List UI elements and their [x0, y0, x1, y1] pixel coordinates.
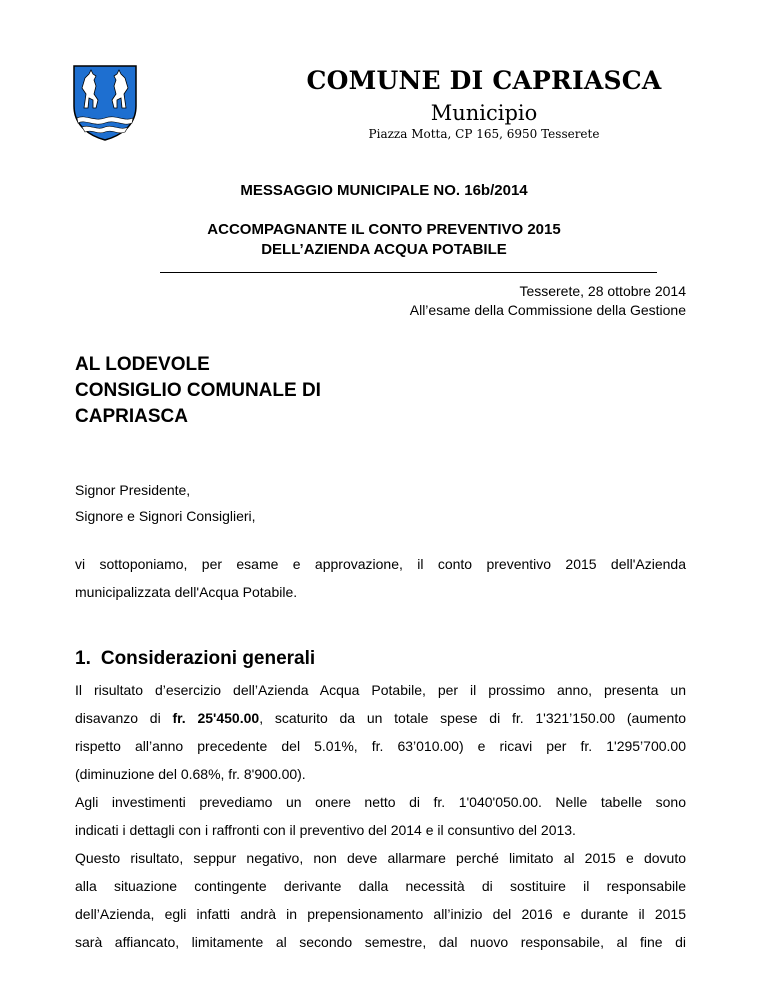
municipality-title: COMUNE DI CAPRIASCA — [306, 66, 662, 95]
municipality-address: Piazza Motta, CP 165, 6950 Tesserete — [368, 127, 600, 141]
message-subject-line2: DELL’AZIENDA ACQUA POTABILE — [261, 241, 507, 258]
text-line: indicati i dettagli con i raffronti con il preventivo del 2014 e il consuntivo del 2013. — [75, 822, 576, 838]
deficit-amount: fr. 25'450.00 — [172, 710, 260, 726]
text-line: municipalizzata dell'Acqua Potabile. — [75, 584, 298, 600]
salutation-line: Signore e Signori Consiglieri, — [75, 508, 256, 524]
text-line: Questo risultato, seppur negativo, non deve allarmare perché limitato al 2015 e dovuto — [75, 850, 686, 866]
municipality-subtitle: Municipio — [430, 101, 538, 125]
message-number: MESSAGGIO MUNICIPALE NO. 16b/2014 — [240, 182, 528, 199]
text-line: vi sottoponiamo, per esame e approvazione, il conto preventivo 2015 dell'Azienda — [75, 556, 686, 572]
intro-paragraph — [75, 550, 686, 606]
text-line: Agli investimenti prevediamo un onere netto di fr. 1'040'050.00. Nelle tabelle sono — [75, 794, 686, 810]
addressee-block — [75, 352, 321, 430]
addressee-line: AL LODEVOLE — [75, 354, 210, 375]
text-fragment: , scaturito da un totale spese di fr. 1'321’150.00 (aumento — [259, 710, 687, 726]
text-fragment: disavanzo di — [75, 710, 173, 726]
date-line: Tesserete, 28 ottobre 2014 — [519, 283, 686, 299]
message-subject-line1: ACCOMPAGNANTE IL CONTO PREVENTIVO 2015 — [207, 221, 561, 238]
salutation-line: Signor Presidente, — [75, 482, 191, 498]
text-line: Il risultato d’esercizio dell’Azienda Acqua Potabile, per il prossimo anno, presenta un — [75, 682, 686, 698]
text-line: dell’Azienda, egli infatti andrà in prepensionamento all’inizio del 2016 e durante il 2015 — [75, 906, 686, 922]
horizontal-rule — [160, 272, 657, 273]
text-line: alla situazione contingente derivante dalla necessità di sostituire il responsabile — [75, 878, 686, 894]
review-line: All’esame della Commissione della Gestione — [409, 302, 686, 318]
text-line — [75, 704, 686, 732]
section-heading — [75, 648, 315, 670]
section-number: 1. — [75, 648, 91, 669]
addressee-line: CAPRIASCA — [75, 406, 188, 427]
section-body — [75, 676, 686, 956]
addressee-line: CONSIGLIO COMUNALE DI — [75, 380, 321, 401]
text-line: rispetto all’anno precedente del 5.01%, fr. 63’010.00) e ricavi per fr. 1'295’700.00 — [75, 738, 686, 754]
text-line: (diminuzione del 0.68%, fr. 8'900.00). — [75, 766, 306, 782]
section-title: Considerazioni generali — [100, 648, 316, 669]
coat-of-arms-icon — [72, 64, 138, 142]
text-line: sarà affiancato, limitamente al secondo semestre, dal nuovo responsabile, al fine di — [75, 934, 686, 950]
